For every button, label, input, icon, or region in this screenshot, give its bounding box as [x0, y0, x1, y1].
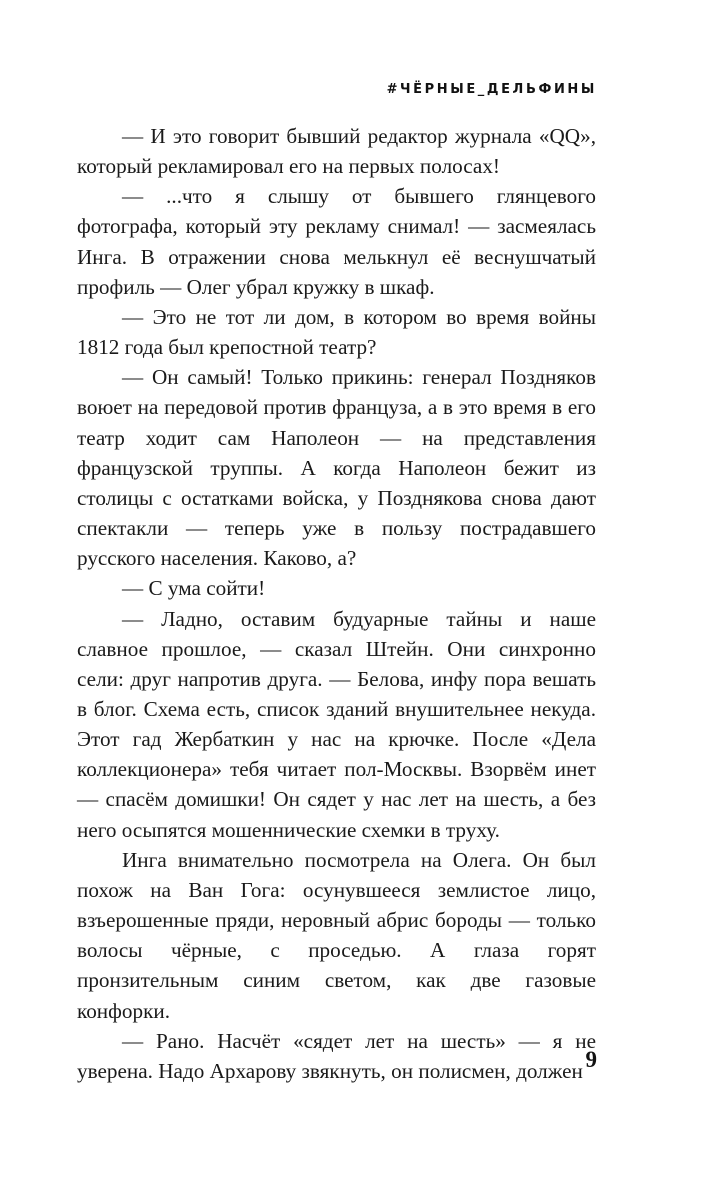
running-header: #ЧЁРНЫЕ_ДЕЛЬФИНЫ: [386, 82, 597, 97]
body-text: [77, 121, 596, 1086]
paragraph: — С ума сойти!: [122, 576, 266, 601]
paragraph: — ...что я слышу от бывшего глянцевого фотографа, который эту рекламу снимал! — засмеялась Инга. В отражении снова мелькнул её веснушчатый профиль — Олег убрал кружку в шкаф.: [77, 184, 596, 299]
paragraph: — Это не тот ли дом, в котором во время войны 1812 года был крепостной театр?: [77, 304, 596, 360]
page-number: 9: [585, 1047, 597, 1072]
paragraph: — Рано. Насчёт «сядет лет на шесть» — я не уверена. Надо Архарову звякнуть, он полисмен, должен: [77, 1028, 596, 1083]
paragraph: — И это говорит бывший редактор журнала «QQ», который рекламировал его на первых полосах!: [77, 124, 596, 179]
paragraph: Инга внимательно посмотрела на Олега. Он был похож на Ван Гога: осунувшееся землистое лицо, взъерошенные пряди, неровный абрис бороды — только волосы чёрные, с проседью. А глаза горят пронзительным синим светом, как две газовые конфорки.: [77, 847, 596, 1023]
paragraph: — Он самый! Только прикинь: генерал Поздняков воюет на передовой против француза, а в это время в его театр ходит сам Наполеон — на представления французской труппы. А когда Наполеон бежит из столицы с остатками войска, у Позднякова снова дают спектакли — теперь уже в пользу пострадавшего русского населения. Каково, а?: [77, 365, 596, 571]
paragraph: — Ладно, оставим будуарные тайны и наше славное прошлое, — сказал Штейн. Они синхронно сели: друг напротив друга. — Белова, инфу пора вешать в блог. Схема есть, список зданий внушительнее некуда. Этот гад Жербаткин у нас на крючке. После «Дела коллекционера» тебя читает пол-Москвы. Взорвём инет — спасём домишки! Он сядет у нас лет на шесть, а без него осыпятся мошеннические схемки в труху.: [77, 606, 596, 842]
